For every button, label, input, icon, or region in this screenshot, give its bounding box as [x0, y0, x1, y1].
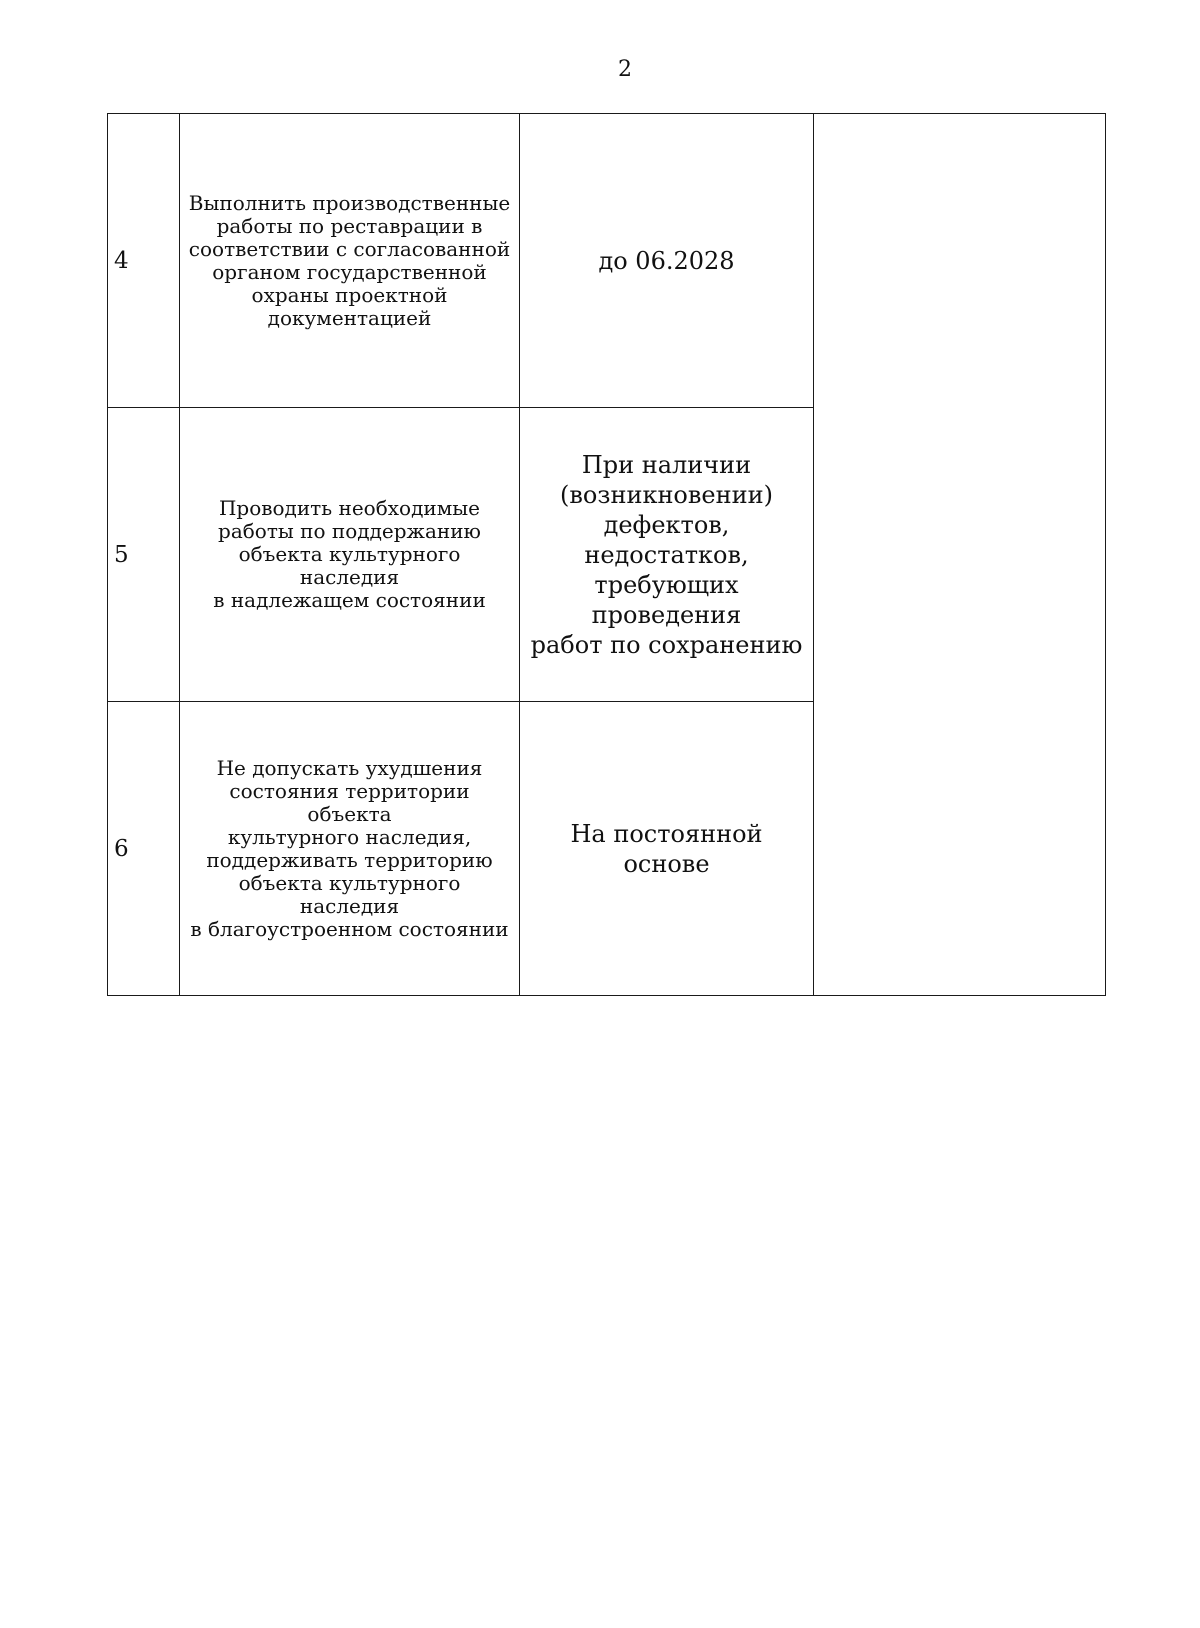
- task-line: объекта культурного наследия: [238, 870, 461, 918]
- deadline-line: дефектов, недостатков,: [584, 510, 749, 569]
- task-line: работы по поддержанию: [218, 519, 481, 543]
- task-line: поддерживать территорию: [206, 847, 493, 872]
- task-line: состояния территории объекта: [229, 778, 470, 826]
- row-number: 5: [108, 408, 180, 702]
- task-description: [180, 408, 520, 702]
- deadline: [520, 408, 814, 702]
- task-line: соответствии с согласованной: [188, 236, 511, 261]
- task-line: Выполнить производственные: [188, 190, 511, 215]
- task-line: документацией: [267, 305, 432, 330]
- task-line: объекта культурного наследия: [238, 542, 461, 589]
- task-description: [180, 702, 520, 996]
- task-line: Проводить необходимые: [218, 496, 481, 520]
- deadline-line: до 06.2028: [598, 246, 735, 275]
- task-line: работы по реставрации в: [216, 213, 483, 238]
- task-description: [180, 114, 520, 408]
- note-cell: [814, 114, 1106, 996]
- row-number: 4: [108, 114, 180, 408]
- deadline-line: При наличии: [581, 450, 752, 479]
- task-line: Не допускать ухудшения: [216, 755, 483, 780]
- deadline-line: требующих проведения: [591, 570, 742, 629]
- task-line: органом государственной: [212, 259, 487, 284]
- table-row: [108, 114, 1106, 408]
- deadline: [520, 114, 814, 408]
- deadline-line: (возникновении): [560, 480, 773, 509]
- row-number: 6: [108, 702, 180, 996]
- deadline-line: работ по сохранению: [530, 630, 803, 659]
- deadline-line: На постоянной основе: [570, 819, 763, 878]
- task-line: культурного наследия,: [227, 824, 472, 849]
- requirements-table: [107, 113, 1106, 996]
- task-line: охраны проектной: [251, 282, 448, 307]
- deadline: [520, 702, 814, 996]
- page-number: 2: [618, 57, 632, 82]
- task-line: в надлежащем состоянии: [213, 588, 486, 612]
- task-line: в благоустроенном состоянии: [190, 916, 509, 941]
